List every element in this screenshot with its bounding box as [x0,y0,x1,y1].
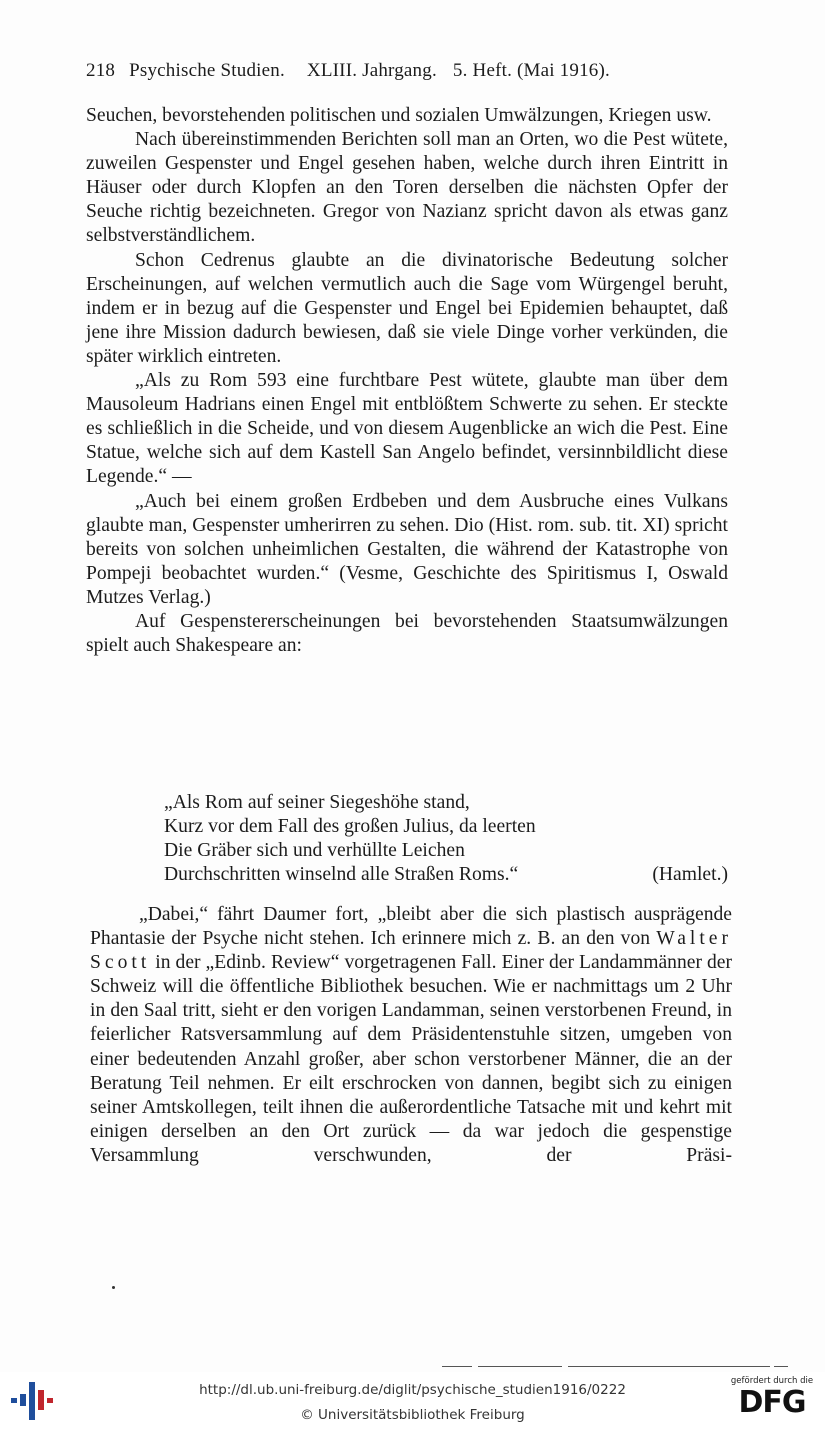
paragraph: Auf Gespenstererscheinungen bei bevorstehenden Staatsumwälzungen spielt auch Shakespeare an: [86,610,728,657]
journal-title: Psychische Studien. [129,60,285,81]
scan-rule [568,1366,770,1367]
volume: XLIII. Jahrgang. [306,60,437,81]
quote-paragraph: „Auch bei einem großen Erdbeben und dem Ausbruche eines Vulkans glaubte man, Gespenster umherirren zu sehen. Dio (Hist. rom. sub. tit. XI) spricht bereits von solchen unheimlichen Gestalten, die während der Katastrophe von Pompeji beobachtet wurden.“ (Vesme, Geschichte des Spiritismus I, Oswald Mutzes Verlag.) [86,490,728,608]
scan-rule [774,1366,788,1367]
poem-line: Die Gräber sich und verhüllte Leichen [164,840,465,862]
permalink[interactable]: http://dl.ub.uni-freiburg.de/diglit/psychische_studien1916/0222 [199,1382,626,1398]
page-number: 218 [86,60,116,81]
copyright-notice: © Universitätsbibliothek Freiburg [300,1407,525,1423]
paragraph-text: in der „Edinb. Review“ vorgetragenen Fall. Einer der Landammänner der Schweiz will die öffentliche Bibliothek besuchen. Wie er nachmittags um 2 Uhr in den Saal tritt, sieht er den vorigen Landamman, seinen verstorbenen Freund, in feierlicher Ratsversammlung auf dem Präsidentenstuhle sitzen, umgeben von einer bedeutenden Anzahl großer, aber schon verstorbener Männer, die an der Beratung Teil nehmen. Er eilt erschrocken von dannen, begibt sich zu einigen seiner Amtskollegen, teilt ihnen die außerordentliche Tatsache mit und kehrt mit einigen derselben an den Ort zurück — da war jedoch die gespenstige Versammlung verschwunden, der Präsi- [90,952,732,1166]
issue-date: (Mai 1916). [517,60,610,81]
dfg-wordmark: DFG [738,1385,806,1420]
poem-line: Durchschritten winselnd alle Straßen Roms.“ [164,864,519,886]
paragraph: Seuchen, bevorstehenden politischen und sozialen Umwälzungen, Kriegen usw. [86,105,712,126]
dfg-caption: gefördert durch die [730,1376,814,1386]
body-text-continued [90,903,732,1168]
viewer-footer [0,1372,825,1430]
body-text [86,104,728,658]
paragraph-text: „Dabei,“ fährt Daumer fort, „bleibt aber die sich plastisch ausprägende Phantasie der Psyche nicht stehen. Ich erinnere mich z. B. an den von [90,904,732,950]
poem-line: „Als Rom auf seiner Siegeshöhe stand, [164,792,470,813]
scan-speck [112,1286,115,1289]
quote-paragraph: „Als zu Rom 593 eine furchtbare Pest wütete, glaubte man über dem Mausoleum Hadrians einen Engel mit entblößtem Schwerte zu sehen. Er steckte es schließlich in die Scheide, und von diesem Augenblicke an wich die Pest. Eine Statue, welche sich auf dem Kastell San Angelo befindet, versinnbildlicht diese Legende.“ — [86,370,728,488]
scan-rule [442,1366,472,1367]
running-header [86,60,726,82]
poem-line: Kurz vor dem Fall des großen Julius, da leerten [164,816,536,838]
issue: 5. Heft. [452,60,513,81]
dfg-logo [729,1376,815,1426]
paragraph: Nach übereinstimmenden Berichten soll man an Orten, wo die Pest wütete, zuweilen Gespenster und Engel gesehen haben, welche durch ihren Eintritt in Häuser oder durch Klopfen an den Toren derselben die nächsten Opfer der Seuche richtig bezeichneten. Gregor von Nazianz spricht davon als etwas ganz selbstverständlichem. [86,129,728,247]
poem-source: (Hamlet.) [652,864,728,886]
paragraph: Schon Cedrenus glaubte an die divinatorische Bedeutung solcher Erscheinungen, auf welchen vermutlich auch die Sage vom Würgengel beruht, indem er in bezug auf die Gespenster und Engel bei Epidemien behauptet, daß jene ihre Mission dadurch bewiesen, daß sie viele Dinge vorher verkünden, die später wirklich eintreten. [86,249,728,367]
scan-rule [478,1366,562,1367]
poem-quote [164,791,728,887]
paragraph [90,903,732,1168]
person-name: Walter Scott [90,928,732,974]
